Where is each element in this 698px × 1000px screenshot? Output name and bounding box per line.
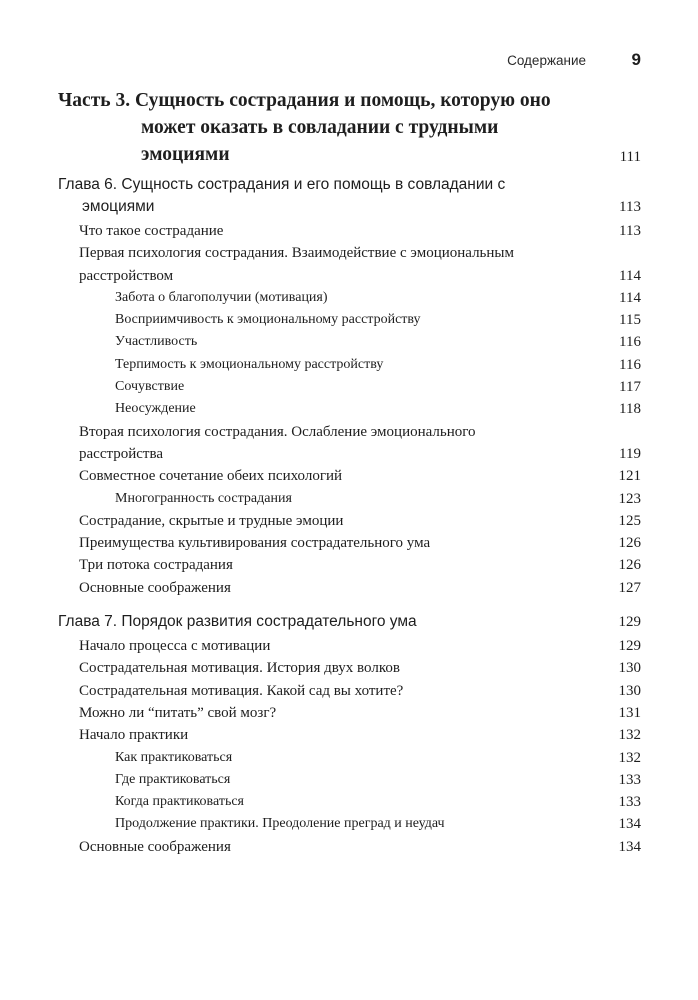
toc-entry-page: 114: [619, 267, 641, 284]
toc-entry-title: Преимущества культивирования сострадательного ума: [79, 535, 431, 552]
toc-entry-title: Сострадательная мотивация. История двух волков: [79, 660, 400, 677]
toc-chapter-entry: [58, 611, 641, 633]
toc-entry-page: 116: [619, 356, 641, 373]
toc-entry-page: 132: [618, 727, 641, 744]
toc-entry-page: 129: [618, 614, 641, 631]
toc-subsection-entry: [58, 287, 641, 309]
toc-subsection-entry: [58, 488, 641, 510]
toc-entry-page: 131: [618, 704, 641, 721]
toc-entry-title: Когда практиковаться: [115, 794, 244, 810]
toc-entry-title: Что такое сострадание: [79, 223, 224, 239]
toc-section-entry: [58, 465, 641, 487]
toc-entry-page: 113: [619, 199, 641, 215]
toc-subsection-entry: [58, 331, 641, 353]
toc-entry-title: Участливость: [115, 334, 198, 350]
toc-entry-page: 118: [619, 401, 641, 418]
toc-entry-title: Основные соображения: [79, 579, 231, 596]
toc-entry-title: Совместное сочетание обеих психологий: [79, 468, 343, 485]
toc-section-entry: [58, 724, 641, 746]
toc-section-entry: [58, 532, 641, 554]
toc-entry-title: Восприимчивость к эмоциональному расстройству: [115, 312, 421, 328]
toc-entry-page: 130: [618, 682, 641, 699]
toc-entry-page: 113: [619, 223, 641, 239]
toc-section-entry: [58, 242, 641, 287]
toc-section-entry: [58, 657, 641, 679]
toc-subsection-entry: [58, 398, 641, 420]
toc-entry-title: Неосуждение: [115, 401, 196, 417]
toc-entry-title: Терпимость к эмоциональному расстройству: [115, 356, 384, 372]
toc-entry-page: 133: [618, 794, 641, 811]
toc-entry-page: 130: [618, 660, 641, 677]
toc-entry-title: Можно ли “питать” свой мозг?: [79, 704, 277, 721]
toc-section-entry: [58, 421, 641, 466]
toc-subsection-entry: [58, 769, 641, 791]
toc-entry-title: Глава 7. Порядок развития сострадательного ума: [58, 613, 417, 631]
toc-entry-page: 134: [618, 816, 641, 833]
toc-entry-title: Начало практики: [79, 727, 189, 744]
toc-entry-title: Как практиковаться: [115, 749, 233, 765]
toc-entry-page: 121: [618, 468, 641, 485]
toc-section-entry: [58, 635, 641, 657]
toc-section-entry: [58, 702, 641, 724]
toc-subsection-entry: [58, 309, 641, 331]
toc-entry-title: Многогранность сострадания: [115, 490, 292, 506]
toc-entry-title: Продолжение практики. Преодоление преград и неудач: [115, 816, 445, 832]
toc-section-entry: [58, 836, 641, 858]
toc-entry-title: Начало процесса с мотивации: [79, 638, 271, 655]
toc-entry-page: 119: [619, 445, 641, 462]
toc-section-entry: [58, 220, 641, 242]
toc-chapter-entry: [58, 174, 641, 218]
toc-entry-page: 133: [618, 771, 641, 788]
toc-subsection-entry: [58, 747, 641, 769]
running-header-title: Содержание: [507, 53, 586, 68]
toc-subsection-entry: [58, 354, 641, 376]
toc-entry-title: Часть 3. Сущность сострадания и помощь, которую оно может оказать в совладании с трудными эмоциями: [58, 90, 551, 165]
toc-entry-page: 127: [618, 579, 641, 596]
toc-entry-title: Первая психология сострадания. Взаимодействие с эмоциональным расстройством: [79, 245, 514, 284]
toc-entry-page: 116: [619, 334, 641, 351]
toc-entry-page: 132: [618, 749, 641, 766]
page-number: 9: [631, 50, 641, 69]
running-header: [0, 50, 698, 74]
toc-entry-page: 134: [618, 838, 641, 855]
toc-entry-page: 129: [618, 638, 641, 655]
toc-entry-title: Глава 6. Сущность сострадания и его помощь в совладании с эмоциями: [58, 176, 506, 215]
toc-entry-title: Основные соображения: [79, 838, 231, 855]
toc-entry-page: 117: [619, 379, 641, 396]
toc-section-entry: [58, 680, 641, 702]
toc-subsection-entry: [58, 376, 641, 398]
toc-entry-title: Три потока сострадания: [79, 557, 233, 574]
toc-entry-title: Сочувствие: [115, 379, 185, 395]
toc-entry-title: Забота о благополучии (мотивация): [115, 289, 328, 305]
toc-entry-title: Сострадательная мотивация. Какой сад вы хотите?: [79, 682, 404, 699]
toc-entry-page: 115: [619, 312, 641, 329]
toc-subsection-entry: [58, 791, 641, 813]
toc-entry-title: Вторая психология сострадания. Ослабление эмоционального расстройства: [79, 423, 476, 462]
toc-section-entry: [58, 510, 641, 532]
toc-entry-page: 111: [619, 149, 641, 165]
toc-section-entry: [58, 577, 641, 599]
toc-entry-title: Сострадание, скрытые и трудные эмоции: [79, 512, 344, 529]
toc-entry-page: 123: [618, 490, 641, 507]
toc-entry-page: 125: [618, 512, 641, 529]
toc-section-entry: [58, 554, 641, 576]
toc-part-entry: [58, 87, 641, 168]
toc-entry-page: 114: [619, 289, 641, 306]
toc-entry-title: Где практиковаться: [115, 771, 231, 787]
table-of-contents: [58, 87, 641, 858]
toc-subsection-entry: [58, 813, 641, 835]
toc-entry-page: 126: [618, 535, 641, 552]
toc-entry-page: 126: [618, 557, 641, 574]
